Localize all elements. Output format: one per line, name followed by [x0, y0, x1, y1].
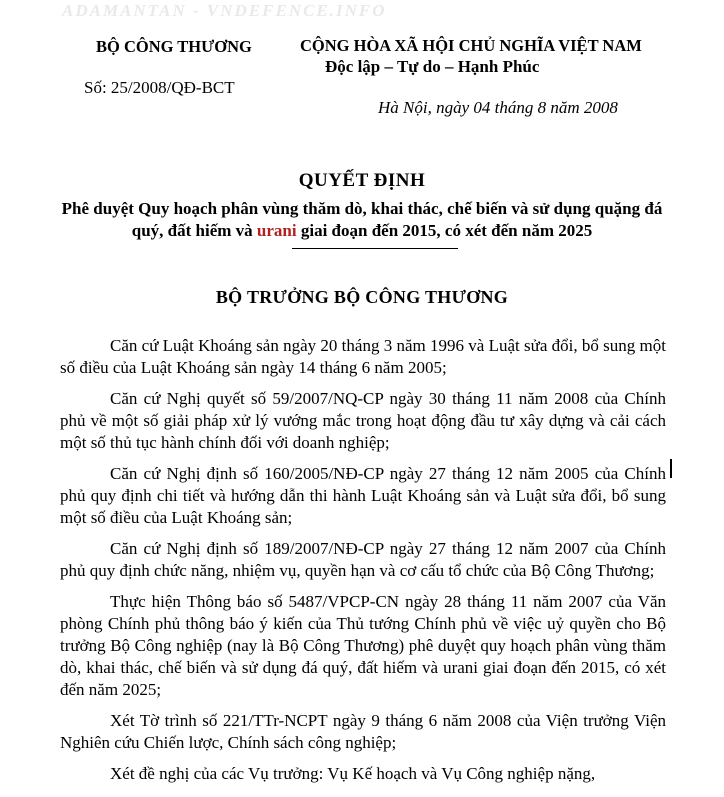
watermark-text: ADAMANTAN - VNDEFENCE.INFO — [62, 1, 387, 20]
text-cursor — [670, 459, 672, 478]
paragraph-4: Căn cứ Nghị định số 189/2007/NĐ-CP ngày 27 tháng 12 năm 2007 của Chính phủ quy định chức năng, nhiệm vụ, quyền hạn và cơ cấu tổ chức của Bộ Công Thương; — [60, 539, 666, 580]
paragraph-1: Căn cứ Luật Khoáng sản ngày 20 tháng 3 năm 1996 và Luật sửa đổi, bổ sung một số điều của Luật Khoáng sản ngày 14 tháng 6 năm 2005; — [60, 336, 666, 377]
paragraph-7: Xét đề nghị của các Vụ trưởng: Vụ Kế hoạch và Vụ Công nghiệp nặng, — [110, 764, 596, 783]
title-divider — [292, 248, 458, 249]
decision-subject-part1: Phê duyệt Quy hoạch phân vùng thăm dò, khai thác, chế biến và sử dụng quặng đá quý, đất hiếm và — [61, 199, 663, 240]
document-body — [60, 335, 666, 794]
decision-subject-part2: giai đoạn đến 2015, có xét đến năm 2025 — [296, 221, 593, 240]
decision-title: QUYẾT ĐỊNH — [298, 170, 426, 191]
paragraph-3: Căn cứ Nghị định số 160/2005/NĐ-CP ngày 27 tháng 12 năm 2005 của Chính phủ quy định chi tiết và hướng dẫn thi hành Luật Khoáng sản và Luật sửa đổi, bổ sung một số điều của Luật Khoáng sản; — [60, 464, 666, 527]
decision-subject — [46, 198, 678, 242]
national-title: CỘNG HÒA XÃ HỘI CHỦ NGHĨA VIỆT NAM — [300, 36, 642, 55]
paragraph-2: Căn cứ Nghị quyết số 59/2007/NQ-CP ngày 30 tháng 11 năm 2008 của Chính phủ về một số giải pháp xử lý vướng mắc trong hoạt động đầu tư xây dựng và cải cách một số thủ tục hành chính đối với doanh nghiệp; — [60, 389, 666, 452]
decision-subject-highlight: urani — [256, 221, 297, 240]
place-and-date: Hà Nội, ngày 04 tháng 8 năm 2008 — [378, 98, 618, 117]
paragraph-5: Thực hiện Thông báo số 5487/VPCP-CN ngày 28 tháng 11 năm 2007 của Văn phòng Chính phủ thông báo ý kiến của Thủ tướng Chính phủ về việc uỷ quyền cho Bộ trưởng Bộ Công nghiệp (nay là Bộ Công Thương) phê duyệt quy hoạch phân vùng thăm dò, khai thác, chế biến và sử dụng đá quý, đất hiếm và urani giai đoạn đến 2015, có xét đến năm 2025; — [60, 592, 666, 699]
document-number: Số: 25/2008/QĐ-BCT — [84, 78, 235, 97]
issuing-ministry: BỘ CÔNG THƯƠNG — [96, 37, 252, 56]
minister-heading: BỘ TRƯỞNG BỘ CÔNG THƯƠNG — [215, 287, 509, 307]
national-motto: Độc lập – Tự do – Hạnh Phúc — [325, 57, 540, 76]
paragraph-6: Xét Tờ trình số 221/TTr-NCPT ngày 9 tháng 6 năm 2008 của Viện trưởng Viện Nghiên cứu Chiến lược, Chính sách công nghiệp; — [60, 711, 666, 752]
document-header — [0, 34, 724, 124]
